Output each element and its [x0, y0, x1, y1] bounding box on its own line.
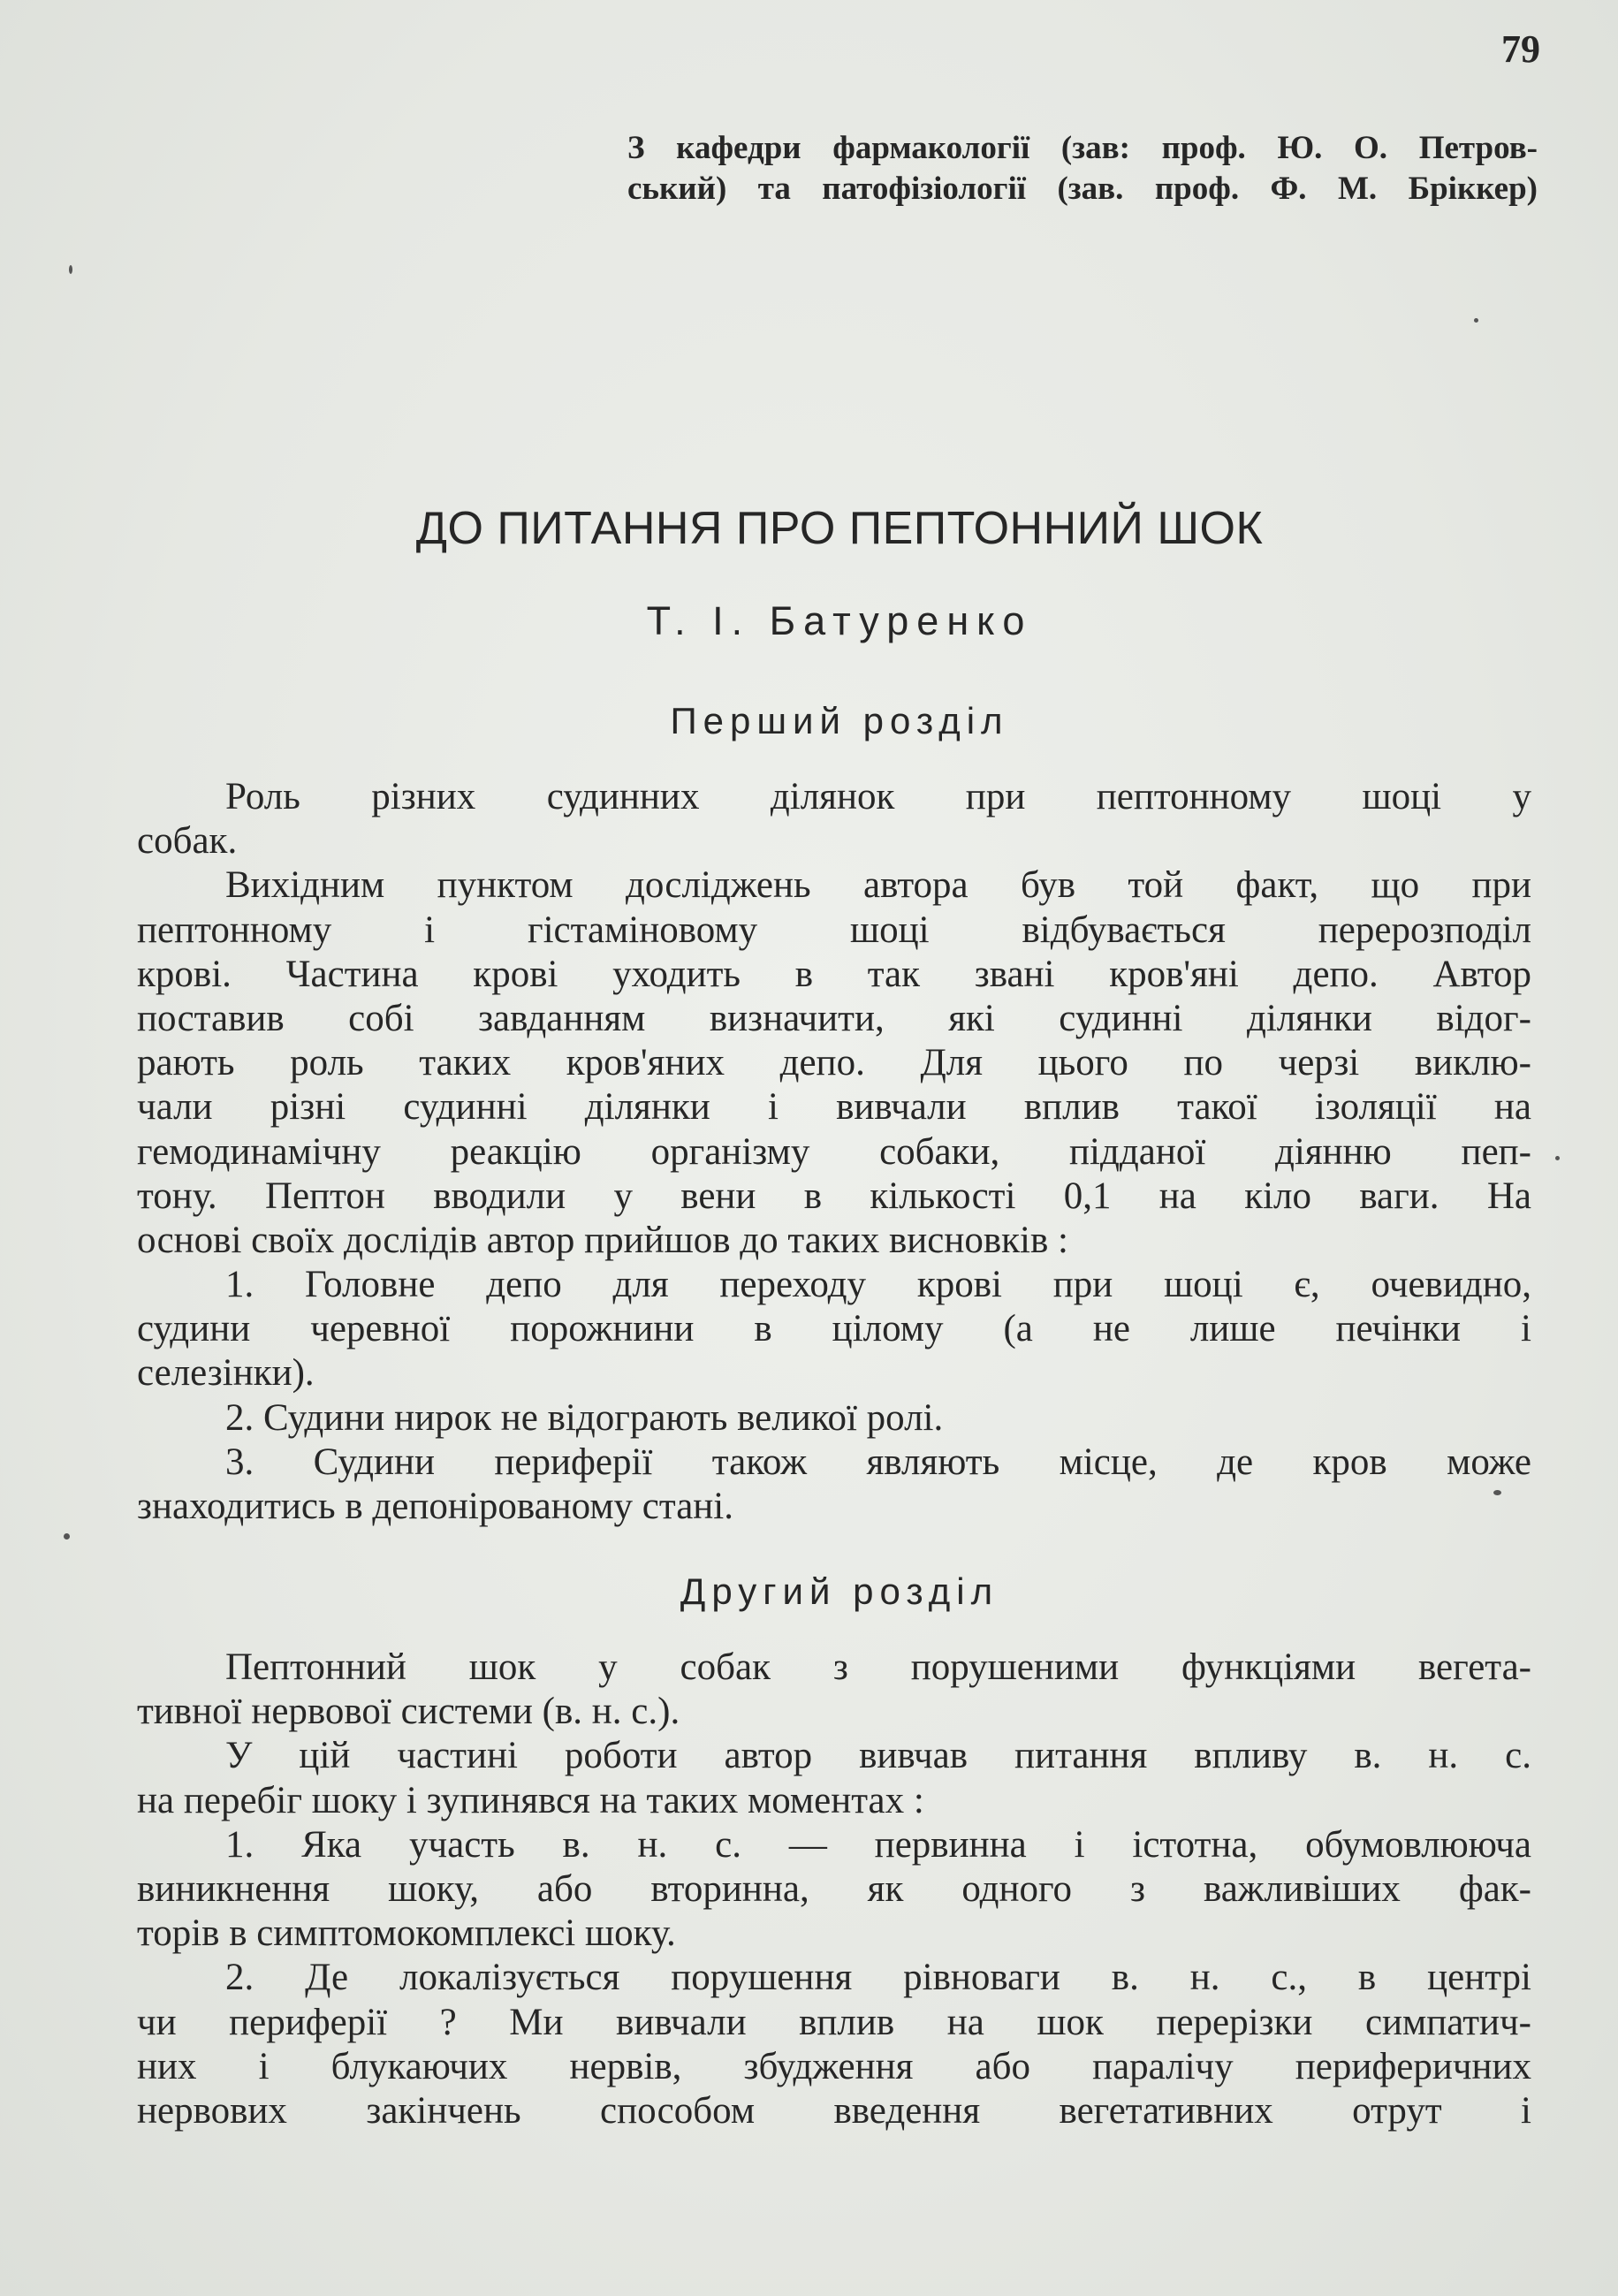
text-line: знаходитись в депонірованому стані. — [137, 1486, 734, 1527]
affiliation-note — [627, 128, 1538, 209]
text-line: торів в симптомокомплексі шоку. — [137, 1912, 676, 1955]
text-line: селезінки). — [137, 1352, 315, 1395]
text-line: на перебіг шоку і зупинявся на таких моментах : — [137, 1779, 924, 1821]
page-number: 79 — [1501, 27, 1540, 71]
text-line: рають роль таких кров'яних депо. Для цього по черзі виклю- — [137, 1042, 1531, 1084]
section-2-body — [137, 1646, 1531, 2133]
text-line: крові. Частина крові уходить в так звані кров'яні депо. Автор — [137, 953, 1531, 995]
text-line: тону. Пептон вводили у вени в кількості 0,1 на кіло ваги. На — [137, 1175, 1531, 1217]
scan-speck — [1474, 318, 1478, 323]
text-line: собак. — [137, 820, 238, 863]
text-line: нервових закінчень способом введення вегетативних отрут і — [137, 2089, 1531, 2132]
text-line: тивної нервової системи (в. н. с.). — [137, 1691, 680, 1733]
article-title: ДО ПИТАННЯ ПРО ПЕПТОННИЙ ШОК — [415, 503, 1264, 554]
scan-speck — [1493, 1490, 1501, 1495]
text-line: пептонному і гістаміновому шоці відбувається перерозподіл — [137, 909, 1531, 951]
text-line: Роль різних судинних ділянок при пептонному шоці у — [225, 776, 1531, 817]
text-line: У цій частині роботи автор вивчав питання впливу в. н. с. — [225, 1735, 1531, 1777]
scan-speck — [69, 265, 72, 274]
text-line: судини черевної порожнини в цілому (а не лише печінки і — [137, 1308, 1531, 1350]
text-line: чи периферії ? Ми вивчали вплив на шок перерізки симпатич- — [137, 2001, 1531, 2043]
affiliation-line: ський) та патофізіології (зав. проф. Ф. М. Бріккер) — [627, 171, 1538, 207]
text-line: основі своїх дослідів автор прийшов до таких висновків : — [137, 1219, 1069, 1261]
text-line: 3. Судини периферії також являють місце, де кров може — [225, 1441, 1531, 1483]
text-line: 1. Яка участь в. н. с. — первинна і істотна, обумовлююча — [225, 1823, 1531, 1866]
section-2-heading: Другий розділ — [680, 1570, 999, 1612]
text-line: гемодинамічну реакцію організму собаки, підданої діянню пеп- — [137, 1130, 1531, 1173]
text-line: Пептонний шок у собак з порушеними функціями вегета- — [225, 1646, 1531, 1688]
affiliation-line: З кафедри фармакології (зав: проф. Ю. О. Петров- — [627, 130, 1538, 166]
text-line: 1. Головне депо для переходу крові при шоці є, очевидно, — [225, 1264, 1531, 1306]
scan-speck — [1555, 1156, 1560, 1160]
article-author: Т. І. Батуренко — [646, 598, 1033, 643]
section-1-body — [137, 775, 1531, 1529]
text-line: виникнення шоку, або вторинна, як одного з важливіших фак- — [137, 1867, 1531, 1910]
text-line: 2. Де локалізується порушення рівноваги в. н. с., в центрі — [225, 1957, 1531, 1999]
text-line: поставив собі завданням визначити, які судинні ділянки відог- — [137, 997, 1531, 1039]
text-line: чали різні судинні ділянки і вивчали вплив такої ізоляції на — [137, 1086, 1531, 1129]
scan-speck — [64, 1533, 70, 1540]
text-line: них і блукаючих нервів, збудження або паралічу периферичних — [137, 2045, 1531, 2087]
text-line: 2. Судини нирок не відограють великої ролі. — [225, 1396, 944, 1439]
text-line: Вихідним пунктом досліджень автора був той факт, що при — [225, 864, 1531, 907]
section-1-heading: Перший розділ — [670, 700, 1009, 741]
